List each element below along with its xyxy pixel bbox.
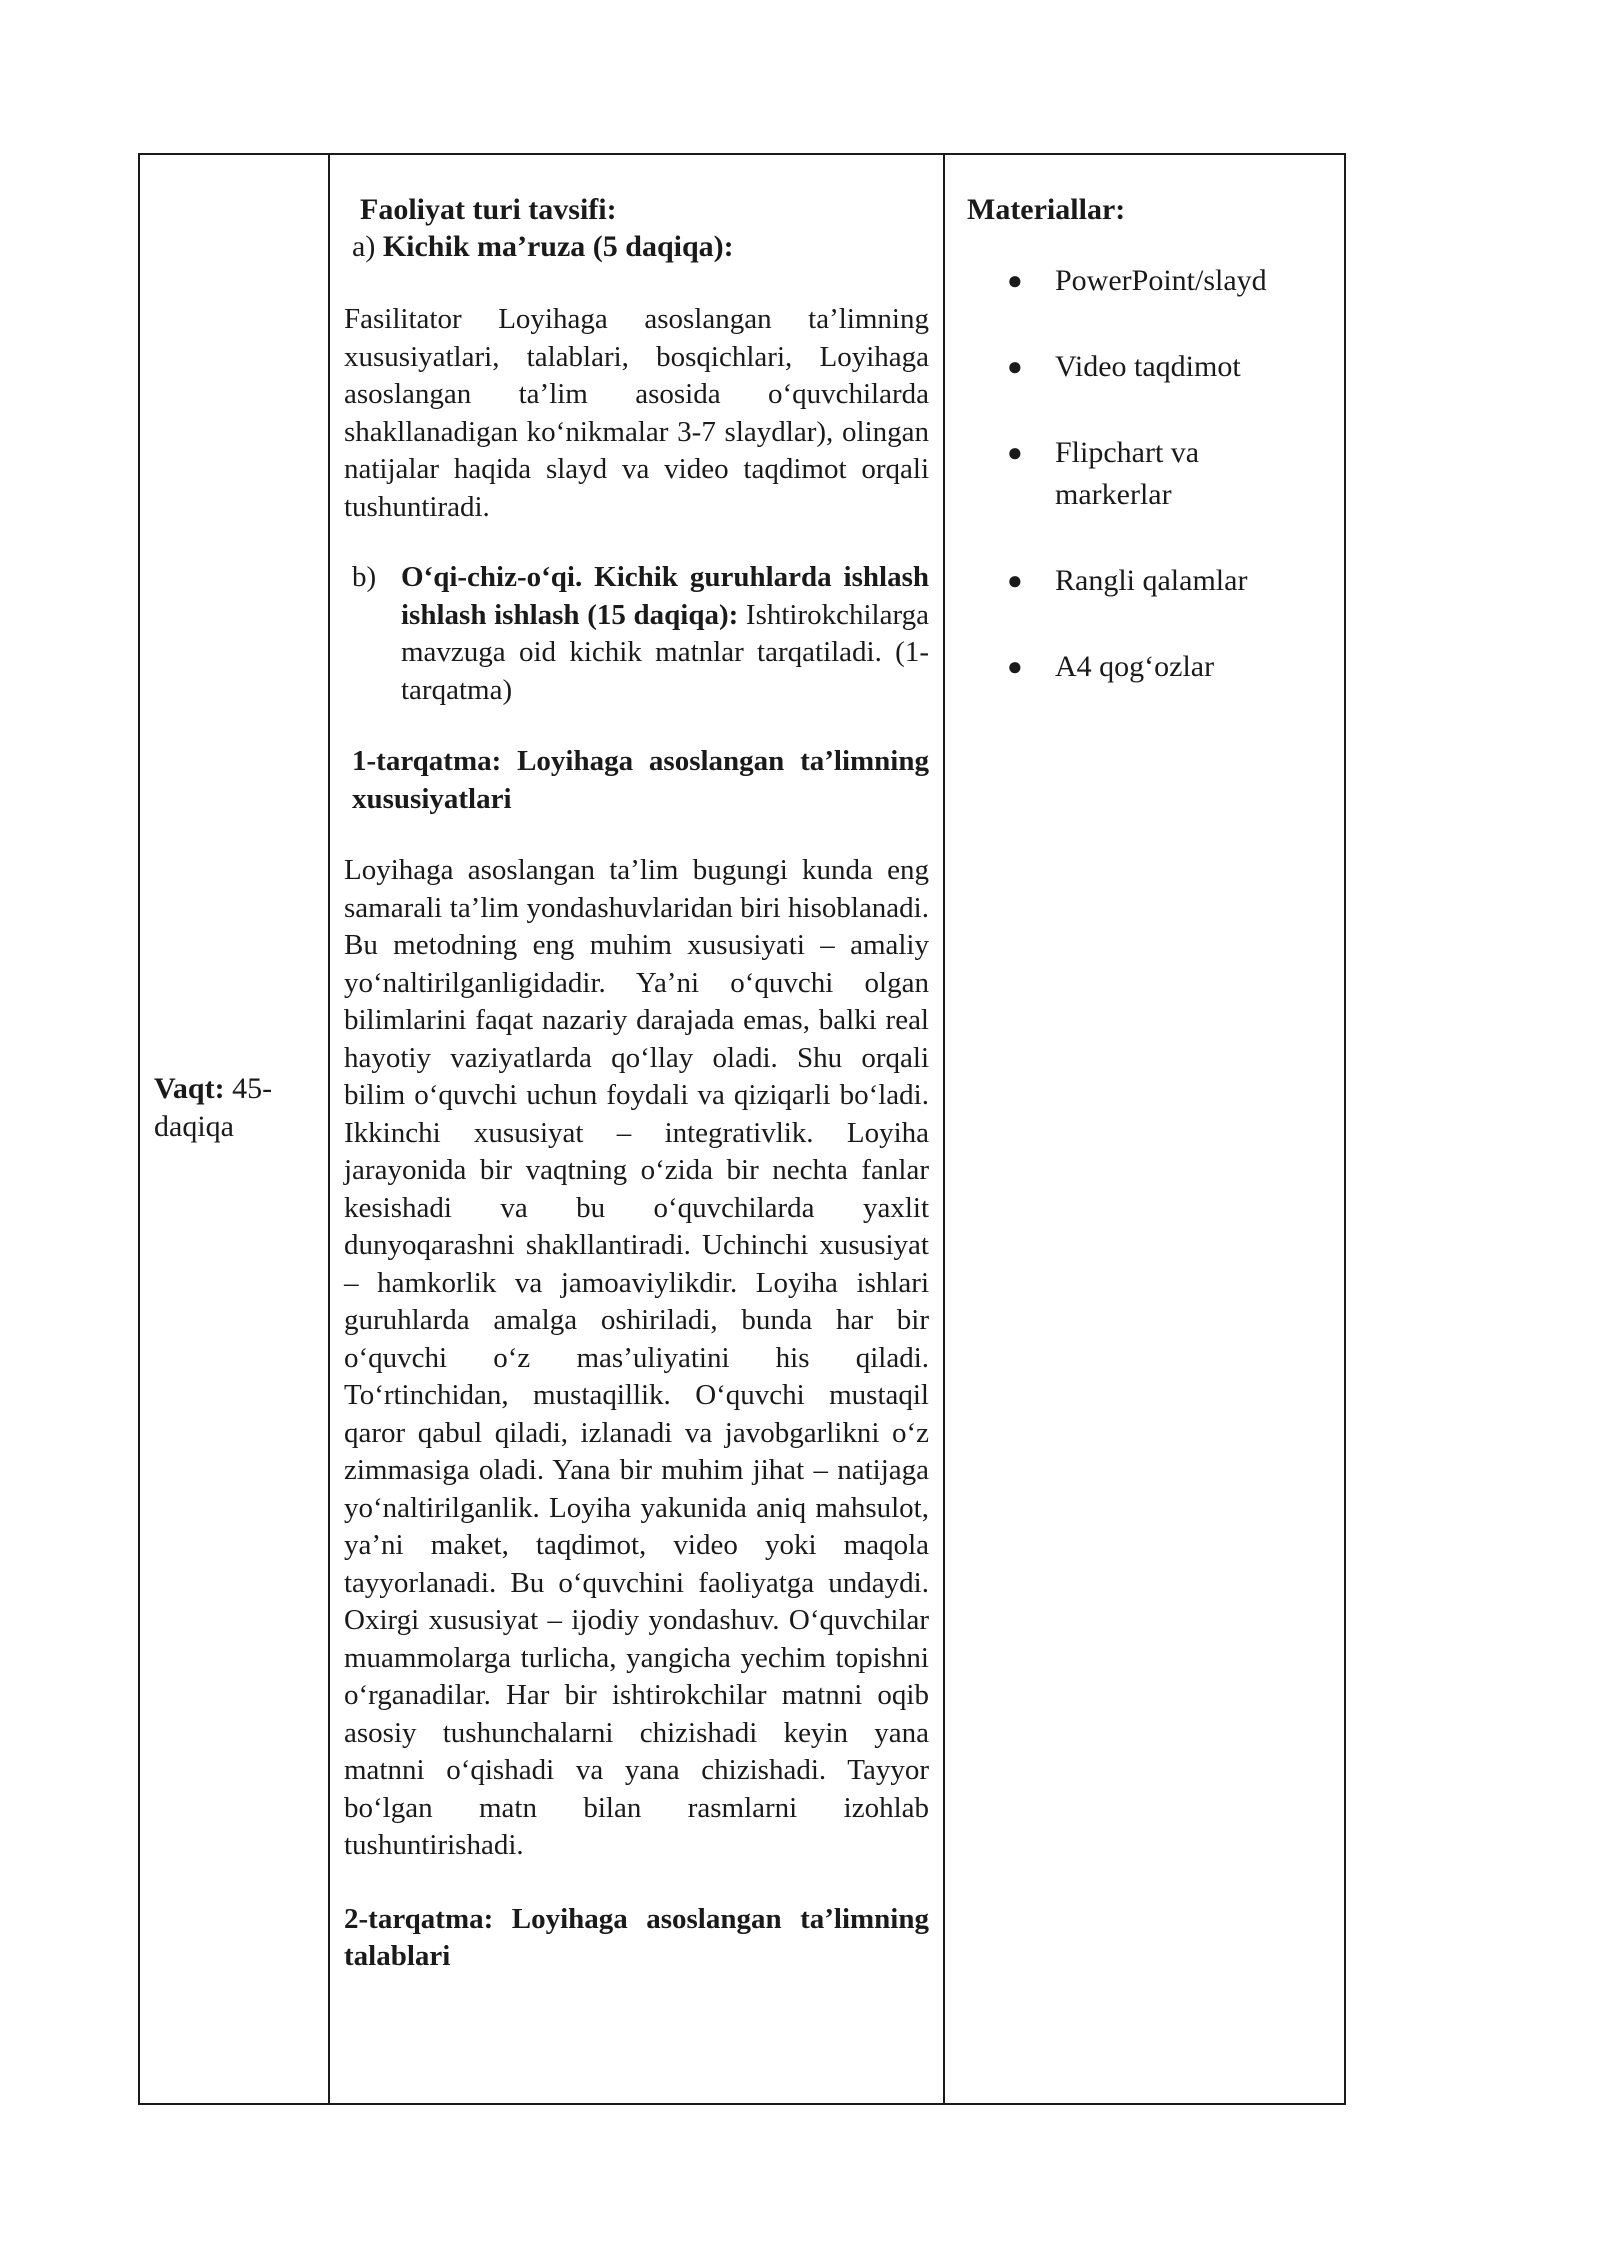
part-b-item (344, 559, 929, 709)
description-column (330, 155, 945, 2103)
handout-1-paragraph: Loyihaga asoslangan ta’lim bugungi kunda eng samarali ta’lim yondashuvlaridan biri hisoblanadi. Bu metodning eng muhim xususiyati – amaliy yo‘naltirilganligidadir. Ya’ni o‘quvchi olgan bilimlarini faqat nazariy darajada emas, balki real hayotiy vaziyatlarda qo‘llay oladi. Shu orqali bilim o‘quvchi uchun foydali va qiziqarli bo‘ladi. Ikkinchi xususiyat – integrativlik. Loyiha jarayonida bir vaqtning o‘zida bir nechta fanlar kesishadi va bu o‘quvchilarda yaxlit dunyoqarashni shakllantiradi. Uchinchi xususiyat – hamkorlik va jamoaviylikdir. Loyiha ishlari guruhlarda amalga oshiriladi, bunda har bir o‘quvchi o‘z mas’uliyatini his qiladi. To‘rtinchidan, mustaqillik. O‘quvchi mustaqil qaror qabul qiladi, izlanadi va javobgarlikni o‘z zimmasiga oladi. Yana bir muhim jihat – natijaga yo‘naltirilganlik. Loyiha yakunida aniq mahsulot, ya’ni maket, taqdimot, video yoki maqola tayyorlanadi. Bu o‘quvchini faoliyatga undaydi. Oxirgi xususiyat – ijodiy yondashuv. O‘quvchilar muammolarga turlicha, yangicha yechim topishni o‘rganadilar. Har bir ishtirokchilar matnni oqib asosiy tushunchalarni chizishadi keyin yana matnni o‘qishadi va yana chizishadi. Tayyor bo‘lgan matn bilan rasmlarni izohlab tushuntirishadi. (344, 854, 929, 1861)
material-label: Rangli qalamlar (1055, 564, 1248, 597)
material-label: Flipchart va markerlar (1055, 436, 1200, 511)
lesson-plan-table (138, 153, 1346, 2105)
materials-column (945, 155, 1344, 2103)
materials-list-item (967, 346, 1324, 388)
bullet-icon: ● (1007, 566, 1023, 595)
bullet-icon: ● (1007, 266, 1023, 295)
part-b-marker: b) (352, 561, 377, 593)
activity-description-title: Faoliyat turi tavsifi: (360, 193, 617, 226)
time-column (140, 155, 330, 2103)
bullet-icon: ● (1007, 438, 1023, 467)
materials-title: Materiallar: (967, 193, 1126, 226)
time-label: Vaqt: (154, 1072, 225, 1105)
materials-list-item (967, 260, 1324, 302)
materials-list (967, 260, 1324, 688)
materials-list-item (967, 432, 1324, 516)
part-a-title: Kichik ma’ruza (5 daqiqa): (382, 230, 734, 263)
lecture-intro-paragraph: Fasilitator Loyihaga asoslangan ta’limning xususiyatlari, talablari, bosqichlari, Loyihaga asoslangan ta’lim asosida o‘quvchilarda shakllanadigan ko‘nikmalar 3-7 slaydlar), olingan natijalar haqida slayd va video taqdimot orqali tushuntiradi. (344, 303, 929, 523)
part-a-prefix: a) (352, 230, 383, 263)
materials-list-item (967, 646, 1324, 688)
bullet-icon: ● (1007, 652, 1023, 681)
material-label: PowerPoint/slayd (1055, 264, 1267, 297)
bullet-icon: ● (1007, 352, 1023, 381)
material-label: Video taqdimot (1055, 350, 1241, 383)
part-a-heading (344, 228, 929, 265)
material-label: A4 qog‘ozlar (1055, 650, 1215, 683)
time-value: 45-daqiqa (154, 1072, 273, 1143)
part-b-body (401, 559, 929, 709)
part-b-title: O‘qi-chiz-o‘qi. Kichik guruhlarda ishlash ishlash ishlash (15 daqiqa): (401, 561, 929, 631)
handout-2-title: 2-tarqatma: Loyihaga asoslangan ta’limning talablari (344, 1902, 929, 1972)
handout-1-title: 1-tarqatma: Loyihaga asoslangan ta’limning xususiyatlari (352, 745, 929, 815)
materials-list-item (967, 560, 1324, 602)
time-cell (140, 1070, 328, 1146)
part-b-text: Ishtirokchilarga mavzuga oid kichik matnlar tarqatiladi. (1-tarqatma) (401, 598, 929, 706)
